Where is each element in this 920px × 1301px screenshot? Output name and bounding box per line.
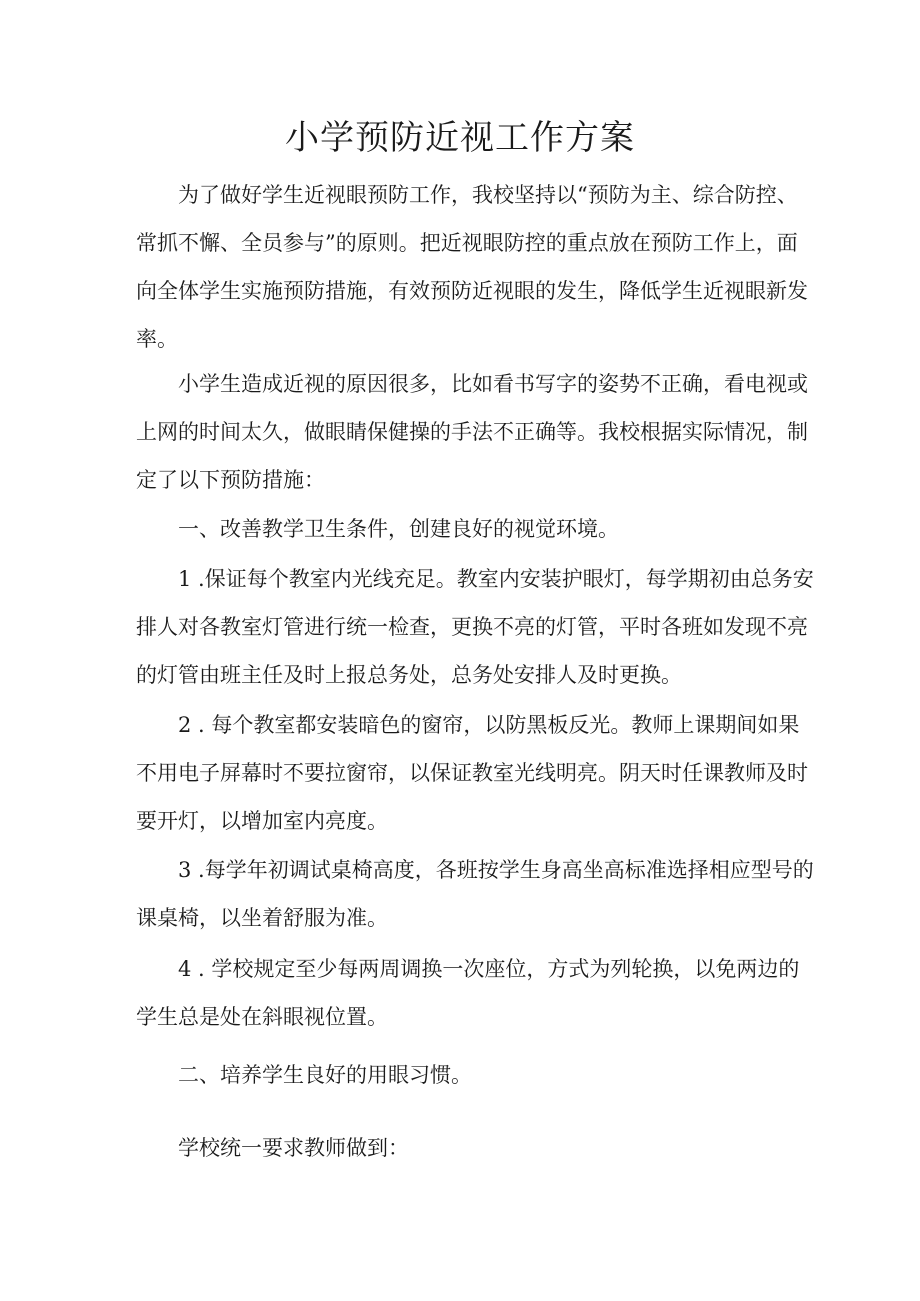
paragraph-line: 二、培养学生良好的用眼习惯。	[178, 1063, 472, 1087]
section-heading-2	[136, 1051, 796, 1099]
list-item-3	[136, 846, 814, 942]
list-item-2	[136, 701, 808, 845]
paragraph-line: 课桌椅，以坐着舒服为准。	[136, 906, 388, 930]
paragraph-line: 排人对各教室灯管进行统一检查，更换不亮的灯管，平时各班如发现不亮	[136, 615, 808, 639]
paragraph-line: 一、改善教学卫生条件，创建良好的视觉环境。	[178, 517, 619, 541]
paragraph-line: 常抓不懈、全员参与”的原则。把近视眼防控的重点放在预防工作上，面	[136, 231, 798, 255]
paragraph-line: 小学生造成近视的原因很多，比如看书写字的姿势不正确，看电视或	[178, 372, 808, 396]
paragraph-line: 不用电子屏幕时不要拉窗帘，以保证教室光线明亮。阴天时任课教师及时	[136, 761, 808, 785]
paragraph-line: 的灯管由班主任及时上报总务处，总务处安排人及时更换。	[136, 663, 682, 687]
page-title: 小学预防近视工作方案	[285, 118, 635, 158]
section-heading-1	[136, 505, 796, 553]
paragraph-teacher-requirements	[136, 1124, 796, 1172]
paragraph-line: 1 .保证每个教室内光线充足。教室内安装护眼灯，每学期初由总务安	[178, 567, 814, 591]
paragraph-line: 要开灯，以增加室内亮度。	[136, 809, 388, 833]
paragraph-line: 2 . 每个教室都安装暗色的窗帘，以防黑板反光。教师上课期间如果	[178, 713, 800, 737]
paragraph-line: 3 .每学年初调试桌椅高度，各班按学生身高坐高标准选择相应型号的	[178, 858, 814, 882]
paragraph-line: 4 . 学校规定至少每两周调换一次座位，方式为列轮换，以免两边的	[178, 957, 800, 981]
paragraph-line: 向全体学生实施预防措施，有效预防近视眼的发生，降低学生近视眼新发	[136, 279, 808, 303]
paragraph-line: 学生总是处在斜眼视位置。	[136, 1005, 388, 1029]
list-item-1	[136, 555, 814, 699]
paragraph-line: 上网的时间太久，做眼睛保健操的手法不正确等。我校根据实际情况，制	[136, 420, 808, 444]
paragraph-causes	[136, 360, 808, 504]
paragraph-intro	[136, 171, 808, 363]
list-item-4	[136, 945, 800, 1041]
paragraph-line: 学校统一要求教师做到：	[178, 1136, 409, 1160]
paragraph-line: 定了以下预防措施：	[136, 468, 325, 492]
paragraph-line: 率。	[136, 327, 178, 351]
paragraph-line: 为了做好学生近视眼预防工作，我校坚持以“预防为主、综合防控、	[178, 183, 798, 207]
